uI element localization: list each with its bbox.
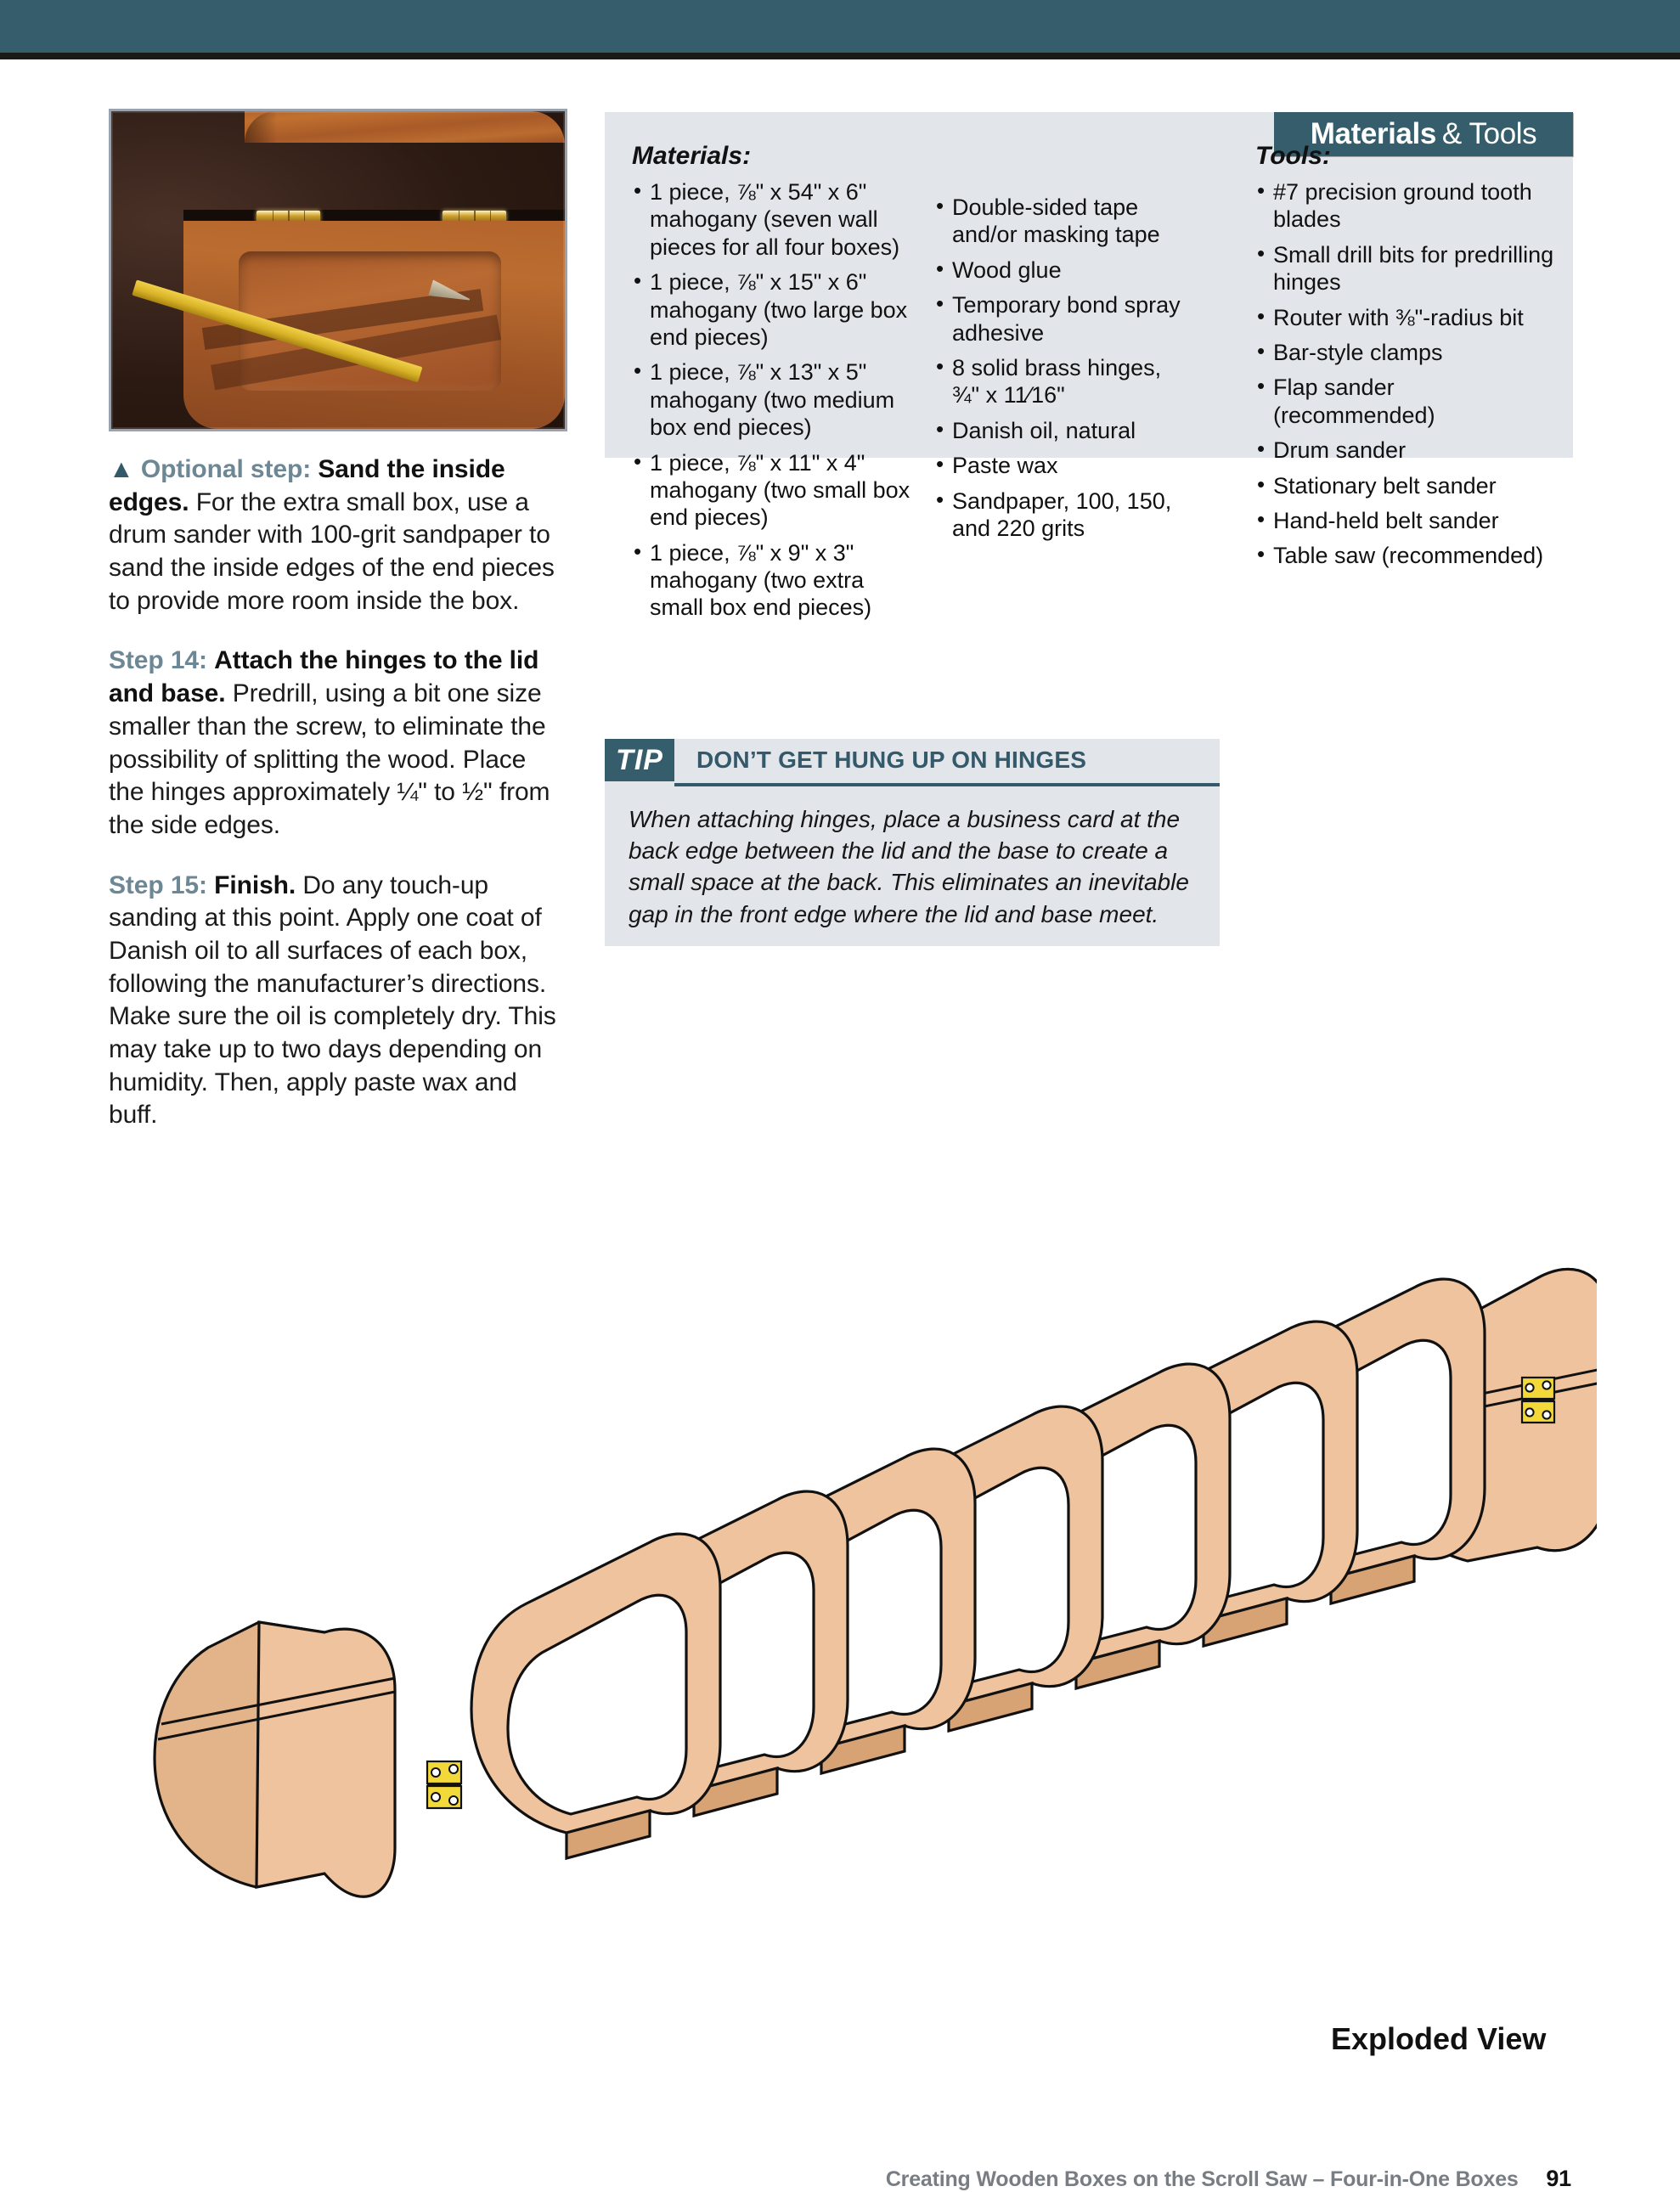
list-item: • Wood glue bbox=[934, 256, 1189, 284]
step-15-label: Step 15: bbox=[109, 871, 207, 899]
footer-book-title: Creating Wooden Boxes on the Scroll Saw – Four-in-One Boxes bbox=[885, 2167, 1519, 2191]
tip-badge: TIP bbox=[605, 739, 674, 781]
materials-tools-header-bold: Materials bbox=[1310, 117, 1436, 150]
list-item: • Flap sander (recommended) bbox=[1255, 374, 1561, 429]
materials-tools-header-rest: & Tools bbox=[1441, 117, 1537, 150]
step-14-text: Predrill, using a bit one size smaller than the screw, to eliminate the possibility of splitting the wood. Place the hinges approximately ¼" to ½" from the side edges. bbox=[109, 679, 550, 839]
page-top-banner bbox=[0, 0, 1680, 53]
list-item: • Router with ⅜"-radius bit bbox=[1255, 304, 1561, 331]
list-item: • 1 piece, ⅞" x 9" x 3" mahogany (two extra small box end pieces) bbox=[632, 539, 921, 622]
list-item: • Bar-style clamps bbox=[1255, 339, 1561, 366]
optional-step-text: For the extra small box, use a drum sander with 100-grit sandpaper to sand the inside edges of the end pieces to provide more room inside the box. bbox=[109, 487, 555, 615]
list-item: • 8 solid brass hinges, ¾" x 11⁄16" bbox=[934, 354, 1189, 409]
exploded-view-label: Exploded View bbox=[1331, 2021, 1547, 2056]
end-panel-near bbox=[155, 1622, 395, 1896]
list-item: • Hand-held belt sander bbox=[1255, 507, 1561, 534]
list-item: • #7 precision ground tooth blades bbox=[1255, 178, 1561, 234]
step-14-label: Step 14: bbox=[109, 646, 207, 675]
triangle-up-icon: ▲ bbox=[109, 455, 134, 483]
list-item: • Stationary belt sander bbox=[1255, 472, 1561, 499]
list-item: • 1 piece, ⅞" x 54" x 6" mahogany (seven wall pieces for all four boxes) bbox=[632, 178, 921, 261]
list-item: • Paste wax bbox=[934, 452, 1189, 479]
paragraph-step-15 bbox=[109, 870, 567, 1133]
tip-title: DON’T GET HUNG UP ON HINGES bbox=[696, 747, 1087, 773]
step-14-lead: Attach the hinges to the lid and base. bbox=[109, 646, 539, 708]
materials-column-1 bbox=[632, 141, 921, 629]
list-item: • Danish oil, natural bbox=[934, 417, 1189, 444]
photo-inner-frame bbox=[111, 111, 565, 429]
list-item: • Small drill bits for predrilling hinges bbox=[1255, 241, 1561, 296]
paragraph-step-14 bbox=[109, 645, 567, 842]
list-item: • Sandpaper, 100, 150, and 220 grits bbox=[934, 487, 1189, 543]
materials-list-2 bbox=[934, 194, 1189, 542]
tools-heading: Tools: bbox=[1255, 142, 1331, 170]
list-item: • 1 piece, ⅞" x 11" x 4" mahogany (two small box end pieces) bbox=[632, 449, 921, 532]
list-item: • Drum sander bbox=[1255, 437, 1561, 464]
wall-ring-1 bbox=[471, 1534, 720, 1858]
page-content bbox=[0, 59, 1680, 2191]
materials-list-1 bbox=[632, 178, 921, 622]
step-15-text: Do any touch-up sanding at this point. Apply one coat of Danish oil to all surfaces of each box, following the manufacturer’s directions. Make sure the oil is completely dry. This may take up to two days depending on humidity. Then, apply paste wax and buff. bbox=[109, 871, 556, 1130]
tools-column bbox=[1255, 141, 1561, 578]
list-item: • 1 piece, ⅞" x 15" x 6" mahogany (two large box end pieces) bbox=[632, 268, 921, 351]
page-top-rule bbox=[0, 53, 1680, 59]
materials-column-2 bbox=[934, 194, 1189, 549]
optional-step-lead: Sand the inside edges. bbox=[109, 455, 505, 516]
exploded-view-svg bbox=[102, 1248, 1597, 2064]
paragraph-optional-step bbox=[109, 454, 567, 617]
tools-list bbox=[1255, 178, 1561, 570]
list-item: • Table saw (recommended) bbox=[1255, 542, 1561, 569]
list-item: • Temporary bond spray adhesive bbox=[934, 291, 1189, 347]
page-footer bbox=[0, 2166, 1680, 2192]
exploded-view-diagram bbox=[102, 1248, 1597, 2064]
list-item: • 1 piece, ⅞" x 13" x 5" mahogany (two medium box end pieces) bbox=[632, 358, 921, 441]
optional-step-label: Optional step: bbox=[140, 455, 312, 483]
materials-heading: Materials: bbox=[632, 142, 752, 170]
list-item: • Double-sided tape and/or masking tape bbox=[934, 194, 1189, 249]
page-number: 91 bbox=[1546, 2166, 1571, 2191]
brass-hinge-near bbox=[427, 1761, 461, 1808]
tip-underline bbox=[674, 783, 1220, 786]
tip-body: When attaching hinges, place a business card at the back edge between the lid and the base to create a small space at the back. This eliminates an inevitable gap in the front edge where the lid and base meet. bbox=[629, 806, 1189, 927]
step-15-lead: Finish. bbox=[214, 871, 296, 899]
left-column bbox=[109, 109, 567, 1159]
process-photo bbox=[109, 109, 567, 431]
brass-hinge-far bbox=[1522, 1378, 1554, 1423]
